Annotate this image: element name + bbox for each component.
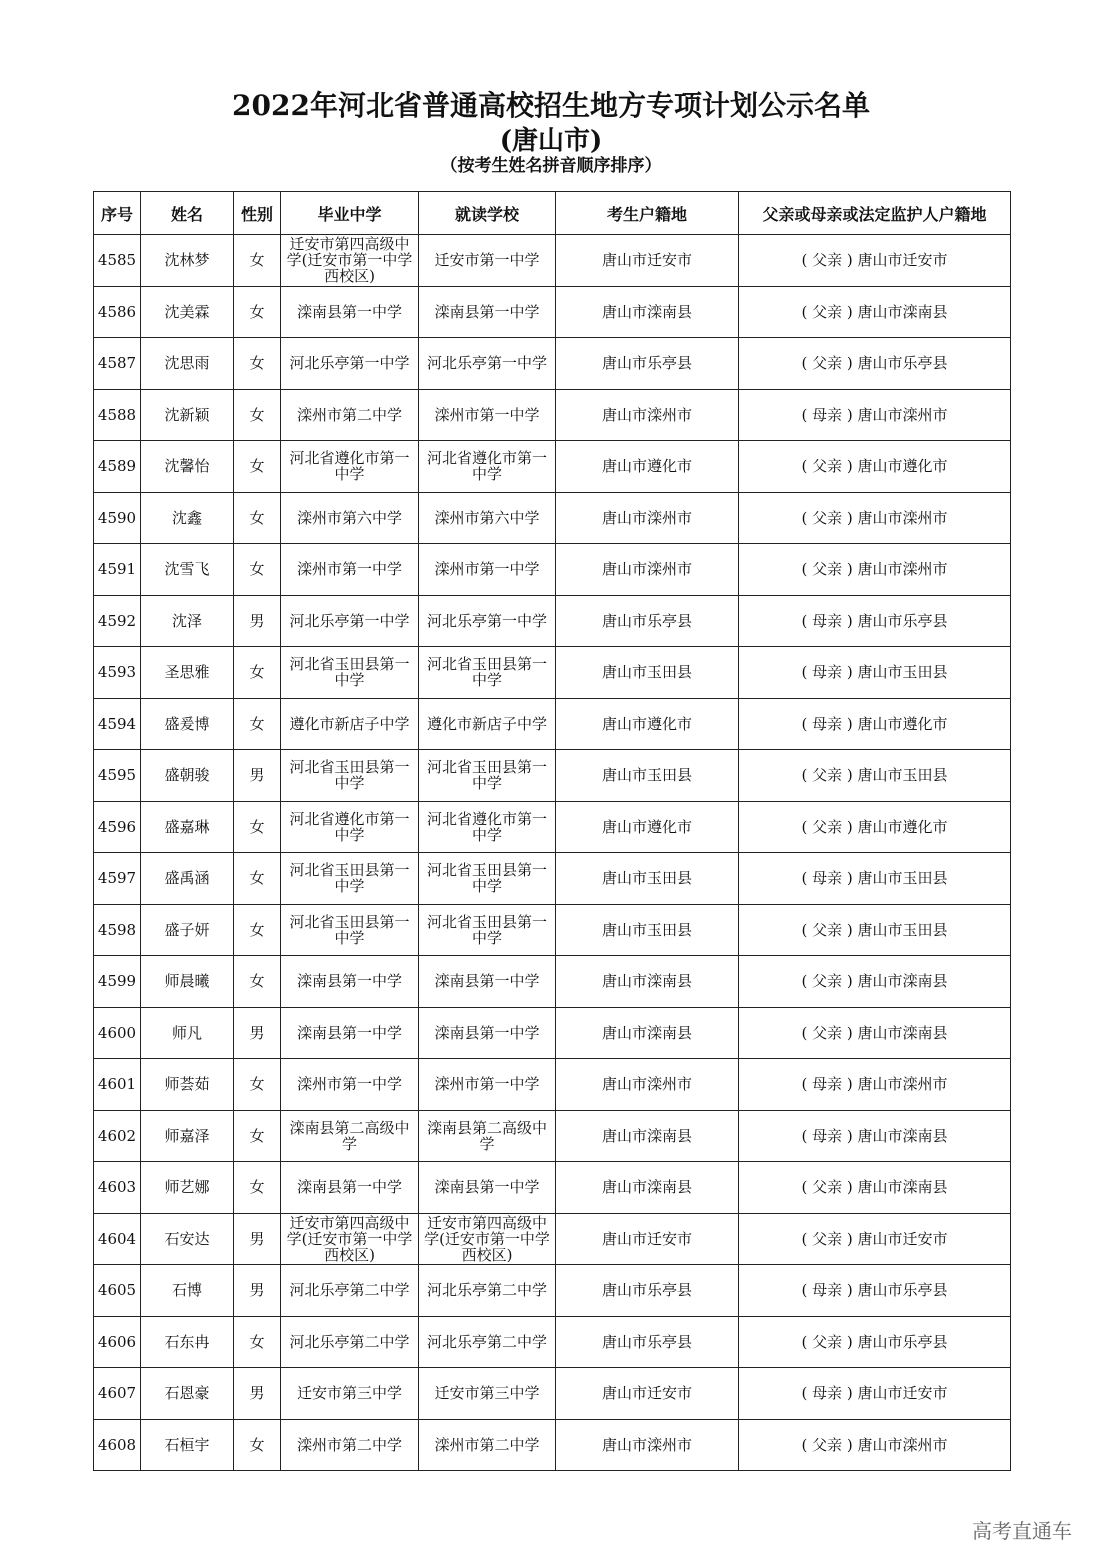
table-row (94, 956, 1011, 1008)
cell-graduated-school: 滦州市第二中学 (281, 389, 419, 441)
cell-seq: 4605 (94, 1265, 141, 1317)
cell-current-school: 河北乐亭第一中学 (419, 595, 556, 647)
cell-graduated-school: 遵化市新店子中学 (281, 698, 419, 750)
cell-guardian-registration: ( 父亲 ) 唐山市滦南县 (739, 286, 1011, 338)
cell-guardian-registration: ( 父亲 ) 唐山市滦州市 (739, 1419, 1011, 1471)
cell-gender: 女 (234, 1059, 281, 1111)
cell-household-registration: 唐山市滦南县 (556, 286, 739, 338)
cell-name: 师艺娜 (141, 1162, 234, 1214)
cell-current-school: 河北乐亭第二中学 (419, 1316, 556, 1368)
cell-guardian-registration: ( 母亲 ) 唐山市滦州市 (739, 389, 1011, 441)
cell-graduated-school: 河北乐亭第二中学 (281, 1316, 419, 1368)
cell-current-school: 河北省遵化市第一中学 (419, 441, 556, 493)
cell-graduated-school: 滦州市第六中学 (281, 492, 419, 544)
cell-guardian-registration: ( 母亲 ) 唐山市玉田县 (739, 853, 1011, 905)
cell-current-school: 河北省玉田县第一中学 (419, 853, 556, 905)
cell-current-school: 河北乐亭第二中学 (419, 1265, 556, 1317)
cell-gender: 女 (234, 1162, 281, 1214)
cell-household-registration: 唐山市玉田县 (556, 647, 739, 699)
cell-gender: 女 (234, 956, 281, 1008)
sort-note: （按考生姓名拼音顺序排序） (440, 156, 662, 176)
cell-household-registration: 唐山市乐亭县 (556, 338, 739, 390)
cell-graduated-school: 滦南县第一中学 (281, 286, 419, 338)
roster-table (93, 191, 1011, 1471)
cell-gender: 男 (234, 1368, 281, 1420)
table-row (94, 698, 1011, 750)
cell-gender: 女 (234, 801, 281, 853)
cell-graduated-school: 河北省玉田县第一中学 (281, 750, 419, 802)
cell-current-school: 河北省玉田县第一中学 (419, 750, 556, 802)
cell-graduated-school: 滦州市第一中学 (281, 1059, 419, 1111)
cell-gender: 男 (234, 595, 281, 647)
cell-name: 师凡 (141, 1007, 234, 1059)
cell-household-registration: 唐山市滦南县 (556, 956, 739, 1008)
cell-name: 沈雪飞 (141, 544, 234, 596)
cell-gender: 女 (234, 1316, 281, 1368)
cell-household-registration: 唐山市玉田县 (556, 904, 739, 956)
cell-graduated-school: 滦南县第二高级中学 (281, 1110, 419, 1162)
header-seq: 序号 (94, 192, 141, 235)
cell-name: 沈鑫 (141, 492, 234, 544)
cell-guardian-registration: ( 母亲 ) 唐山市滦州市 (739, 1059, 1011, 1111)
cell-graduated-school: 迁安市第三中学 (281, 1368, 419, 1420)
cell-name: 师荟茹 (141, 1059, 234, 1111)
table-row (94, 1213, 1011, 1265)
table-row (94, 492, 1011, 544)
cell-seq: 4603 (94, 1162, 141, 1214)
cell-seq: 4597 (94, 853, 141, 905)
cell-household-registration: 唐山市乐亭县 (556, 595, 739, 647)
header-household-registration: 考生户籍地 (556, 192, 739, 235)
header-guardian-registration: 父亲或母亲或法定监护人户籍地 (739, 192, 1011, 235)
cell-guardian-registration: ( 父亲 ) 唐山市玉田县 (739, 750, 1011, 802)
cell-name: 盛禹涵 (141, 853, 234, 905)
cell-gender: 女 (234, 441, 281, 493)
cell-guardian-registration: ( 父亲 ) 唐山市滦南县 (739, 1007, 1011, 1059)
cell-seq: 4585 (94, 235, 141, 287)
table-row (94, 1059, 1011, 1111)
cell-guardian-registration: ( 父亲 ) 唐山市滦南县 (739, 956, 1011, 1008)
cell-current-school: 河北省玉田县第一中学 (419, 904, 556, 956)
table-row (94, 1419, 1011, 1471)
cell-name: 圣思雅 (141, 647, 234, 699)
cell-name: 沈思雨 (141, 338, 234, 390)
cell-name: 盛朝骏 (141, 750, 234, 802)
cell-name: 盛嘉琳 (141, 801, 234, 853)
cell-seq: 4586 (94, 286, 141, 338)
cell-seq: 4606 (94, 1316, 141, 1368)
cell-gender: 女 (234, 904, 281, 956)
cell-household-registration: 唐山市遵化市 (556, 441, 739, 493)
cell-seq: 4594 (94, 698, 141, 750)
cell-household-registration: 唐山市玉田县 (556, 853, 739, 905)
cell-gender: 男 (234, 1213, 281, 1265)
table-row (94, 1368, 1011, 1420)
cell-household-registration: 唐山市滦州市 (556, 1059, 739, 1111)
cell-guardian-registration: ( 母亲 ) 唐山市滦南县 (739, 1110, 1011, 1162)
cell-gender: 女 (234, 492, 281, 544)
cell-household-registration: 唐山市滦南县 (556, 1007, 739, 1059)
cell-household-registration: 唐山市滦州市 (556, 544, 739, 596)
table-row (94, 235, 1011, 287)
table-row (94, 441, 1011, 493)
cell-name: 师晨曦 (141, 956, 234, 1008)
cell-gender: 女 (234, 286, 281, 338)
cell-graduated-school: 滦州市第一中学 (281, 544, 419, 596)
cell-guardian-registration: ( 父亲 ) 唐山市遵化市 (739, 801, 1011, 853)
cell-household-registration: 唐山市滦州市 (556, 492, 739, 544)
cell-gender: 女 (234, 544, 281, 596)
table-row (94, 286, 1011, 338)
cell-name: 沈林梦 (141, 235, 234, 287)
cell-guardian-registration: ( 父亲 ) 唐山市玉田县 (739, 904, 1011, 956)
cell-household-registration: 唐山市玉田县 (556, 750, 739, 802)
cell-graduated-school: 滦南县第一中学 (281, 1162, 419, 1214)
document-title: 2022年河北省普通高校招生地方专项计划公示名单 (232, 89, 870, 122)
cell-household-registration: 唐山市滦州市 (556, 389, 739, 441)
cell-seq: 4592 (94, 595, 141, 647)
watermark: 高考直通车 (972, 1519, 1072, 1543)
cell-name: 沈新颖 (141, 389, 234, 441)
table-row (94, 1265, 1011, 1317)
cell-current-school: 滦州市第一中学 (419, 544, 556, 596)
cell-name: 石安达 (141, 1213, 234, 1265)
cell-current-school: 河北乐亭第一中学 (419, 338, 556, 390)
table-row (94, 544, 1011, 596)
cell-seq: 4598 (94, 904, 141, 956)
cell-seq: 4593 (94, 647, 141, 699)
cell-household-registration: 唐山市乐亭县 (556, 1265, 739, 1317)
cell-guardian-registration: ( 父亲 ) 唐山市滦州市 (739, 544, 1011, 596)
cell-household-registration: 唐山市滦南县 (556, 1110, 739, 1162)
header-graduated-school: 毕业中学 (281, 192, 419, 235)
cell-graduated-school: 河北省玉田县第一中学 (281, 904, 419, 956)
cell-current-school: 滦州市第二中学 (419, 1419, 556, 1471)
cell-seq: 4604 (94, 1213, 141, 1265)
table-row (94, 338, 1011, 390)
cell-current-school: 迁安市第三中学 (419, 1368, 556, 1420)
cell-gender: 女 (234, 389, 281, 441)
cell-guardian-registration: ( 父亲 ) 唐山市乐亭县 (739, 338, 1011, 390)
cell-seq: 4599 (94, 956, 141, 1008)
cell-seq: 4602 (94, 1110, 141, 1162)
cell-seq: 4601 (94, 1059, 141, 1111)
cell-guardian-registration: ( 母亲 ) 唐山市乐亭县 (739, 1265, 1011, 1317)
cell-gender: 女 (234, 853, 281, 905)
table-header-row (94, 192, 1011, 235)
cell-name: 盛子妍 (141, 904, 234, 956)
cell-graduated-school: 河北省玉田县第一中学 (281, 647, 419, 699)
cell-seq: 4588 (94, 389, 141, 441)
cell-seq: 4591 (94, 544, 141, 596)
table-row (94, 1162, 1011, 1214)
cell-guardian-registration: ( 父亲 ) 唐山市滦州市 (739, 492, 1011, 544)
table-row (94, 1316, 1011, 1368)
cell-graduated-school: 河北省遵化市第一中学 (281, 801, 419, 853)
cell-gender: 女 (234, 647, 281, 699)
table-row (94, 1110, 1011, 1162)
cell-gender: 女 (234, 1110, 281, 1162)
cell-name: 沈美霖 (141, 286, 234, 338)
cell-name: 石东冉 (141, 1316, 234, 1368)
cell-current-school: 滦州市第一中学 (419, 389, 556, 441)
cell-guardian-registration: ( 母亲 ) 唐山市迁安市 (739, 1368, 1011, 1420)
cell-guardian-registration: ( 父亲 ) 唐山市遵化市 (739, 441, 1011, 493)
cell-graduated-school: 河北乐亭第一中学 (281, 595, 419, 647)
cell-guardian-registration: ( 母亲 ) 唐山市乐亭县 (739, 595, 1011, 647)
cell-name: 沈泽 (141, 595, 234, 647)
cell-household-registration: 唐山市滦南县 (556, 1162, 739, 1214)
cell-household-registration: 唐山市迁安市 (556, 1213, 739, 1265)
cell-graduated-school: 滦州市第二中学 (281, 1419, 419, 1471)
cell-household-registration: 唐山市乐亭县 (556, 1316, 739, 1368)
header-name: 姓名 (141, 192, 234, 235)
cell-guardian-registration: ( 母亲 ) 唐山市玉田县 (739, 647, 1011, 699)
cell-name: 石桓宇 (141, 1419, 234, 1471)
table-row (94, 853, 1011, 905)
cell-name: 石恩豪 (141, 1368, 234, 1420)
cell-graduated-school: 河北省遵化市第一中学 (281, 441, 419, 493)
cell-guardian-registration: ( 父亲 ) 唐山市滦南县 (739, 1162, 1011, 1214)
cell-current-school: 滦南县第一中学 (419, 1162, 556, 1214)
header-gender: 性别 (234, 192, 281, 235)
cell-gender: 男 (234, 1265, 281, 1317)
cell-current-school: 滦南县第一中学 (419, 956, 556, 1008)
cell-name: 石博 (141, 1265, 234, 1317)
cell-gender: 男 (234, 1007, 281, 1059)
cell-household-registration: 唐山市迁安市 (556, 1368, 739, 1420)
table-row (94, 647, 1011, 699)
cell-current-school: 河北省玉田县第一中学 (419, 647, 556, 699)
cell-gender: 男 (234, 750, 281, 802)
table-row (94, 1007, 1011, 1059)
cell-household-registration: 唐山市滦州市 (556, 1419, 739, 1471)
cell-guardian-registration: ( 父亲 ) 唐山市迁安市 (739, 235, 1011, 287)
table-row (94, 801, 1011, 853)
cell-current-school: 滦南县第一中学 (419, 1007, 556, 1059)
cell-graduated-school: 河北省玉田县第一中学 (281, 853, 419, 905)
cell-current-school: 河北省遵化市第一中学 (419, 801, 556, 853)
cell-household-registration: 唐山市遵化市 (556, 698, 739, 750)
cell-household-registration: 唐山市遵化市 (556, 801, 739, 853)
cell-current-school: 滦州市第六中学 (419, 492, 556, 544)
cell-graduated-school: 迁安市第四高级中学(迁安市第一中学西校区) (281, 235, 419, 287)
cell-current-school: 迁安市第四高级中学(迁安市第一中学西校区) (419, 1213, 556, 1265)
cell-seq: 4600 (94, 1007, 141, 1059)
cell-gender: 女 (234, 235, 281, 287)
cell-guardian-registration: ( 母亲 ) 唐山市遵化市 (739, 698, 1011, 750)
cell-seq: 4596 (94, 801, 141, 853)
table-row (94, 904, 1011, 956)
cell-seq: 4590 (94, 492, 141, 544)
cell-guardian-registration: ( 父亲 ) 唐山市乐亭县 (739, 1316, 1011, 1368)
table-row (94, 750, 1011, 802)
cell-seq: 4589 (94, 441, 141, 493)
cell-seq: 4595 (94, 750, 141, 802)
document-subtitle: (唐山市) (499, 126, 603, 156)
cell-name: 师嘉泽 (141, 1110, 234, 1162)
cell-gender: 女 (234, 338, 281, 390)
cell-seq: 4587 (94, 338, 141, 390)
cell-name: 盛爰博 (141, 698, 234, 750)
cell-graduated-school: 河北乐亭第一中学 (281, 338, 419, 390)
cell-graduated-school: 滦南县第一中学 (281, 956, 419, 1008)
cell-guardian-registration: ( 父亲 ) 唐山市迁安市 (739, 1213, 1011, 1265)
cell-current-school: 遵化市新店子中学 (419, 698, 556, 750)
cell-current-school: 迁安市第一中学 (419, 235, 556, 287)
cell-seq: 4608 (94, 1419, 141, 1471)
cell-graduated-school: 河北乐亭第二中学 (281, 1265, 419, 1317)
cell-gender: 女 (234, 698, 281, 750)
cell-current-school: 滦南县第二高级中学 (419, 1110, 556, 1162)
cell-seq: 4607 (94, 1368, 141, 1420)
cell-gender: 女 (234, 1419, 281, 1471)
cell-graduated-school: 迁安市第四高级中学(迁安市第一中学西校区) (281, 1213, 419, 1265)
cell-name: 沈馨怡 (141, 441, 234, 493)
header-current-school: 就读学校 (419, 192, 556, 235)
table-row (94, 595, 1011, 647)
cell-current-school: 滦南县第一中学 (419, 286, 556, 338)
table-row (94, 389, 1011, 441)
cell-current-school: 滦州市第一中学 (419, 1059, 556, 1111)
cell-household-registration: 唐山市迁安市 (556, 235, 739, 287)
cell-graduated-school: 滦南县第一中学 (281, 1007, 419, 1059)
